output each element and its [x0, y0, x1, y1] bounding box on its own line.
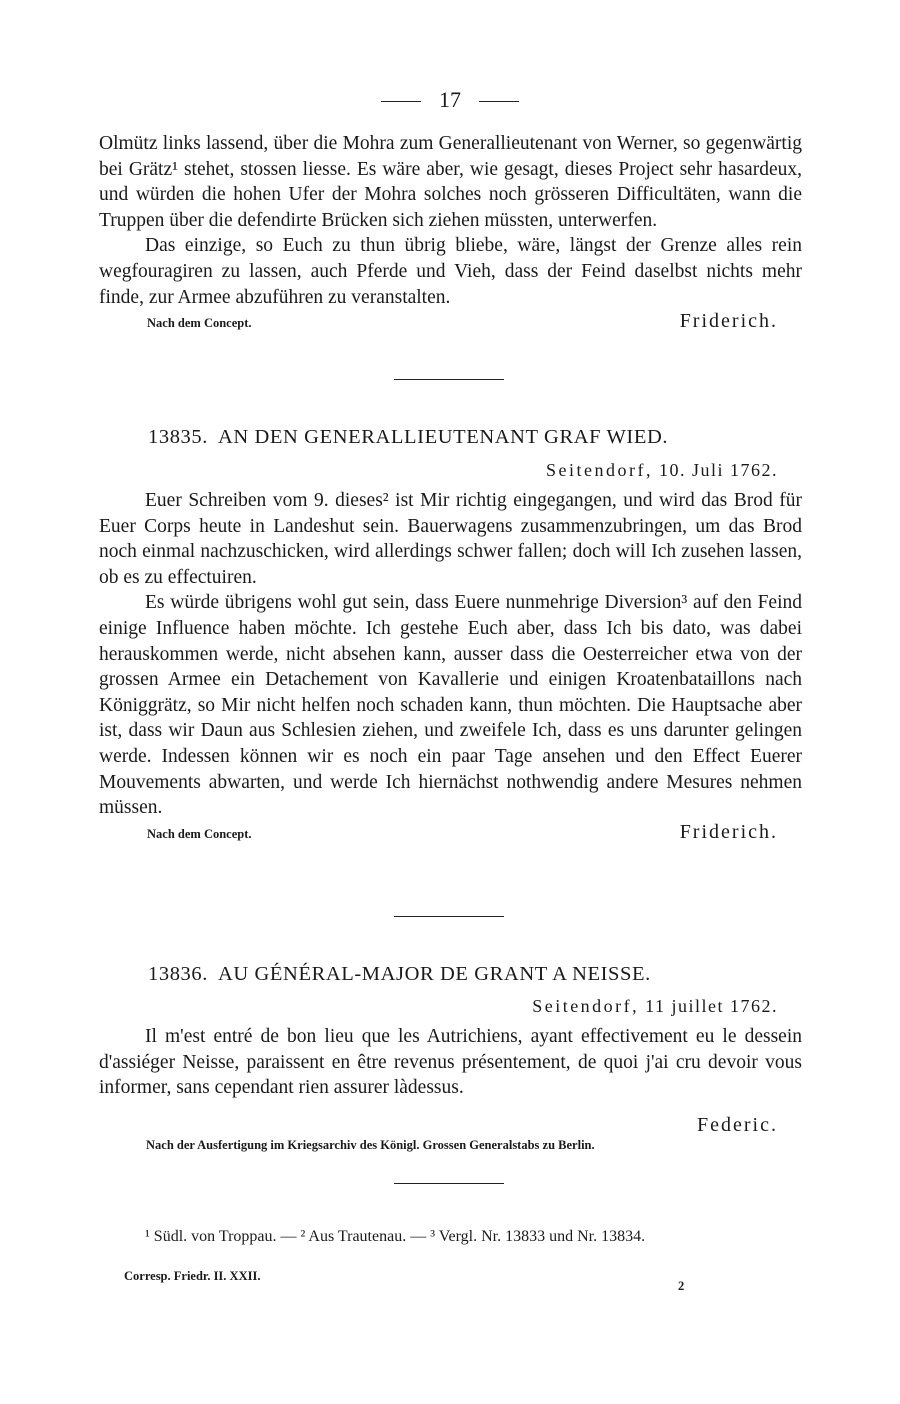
letter-13835-paragraph-1: Euer Schreiben vom 9. dieses² ist Mir richtig eingegangen, und wird das Brod für Euer Corps heute in Landeshut sein. Bauerwagens zusammenzubringen, um das Brod noch einmal nachzuschicken, wird allerdings schwer fallen; doch will Ich zusehen lassen, ob es zu effectuiren. — [99, 490, 802, 588]
letter-13836-signature: Federic. — [697, 1114, 778, 1136]
separator-rule-2 — [394, 916, 504, 917]
letter-13835-body — [99, 488, 802, 847]
letter-13836-source: Nach der Ausfertigung im Kriegsarchiv des Königl. Grossen Generalstabs zu Berlin. — [146, 1138, 595, 1152]
separator-rule-1 — [394, 379, 504, 380]
letter-prev — [99, 131, 802, 336]
separator-rule-3 — [394, 1183, 504, 1184]
letter-13836-paragraph-1: Il m'est entré de bon lieu que les Autrichiens, ayant effectivement eu le dessein d'assiéger Neisse, paraissent en être revenus présentement, de quoi j'ai cru devoir vous informer, sans cependant rien assurer làdessus. — [99, 1026, 802, 1099]
letter-13835-place: Seitendorf, — [546, 460, 653, 480]
page-header — [0, 86, 900, 114]
letter-13836-heading — [148, 963, 651, 986]
letter-13836-date: 11 juillet 1762. — [645, 996, 778, 1016]
footnotes: ¹ Südl. von Troppau. — ² Aus Trautenau. — ³ Vergl. Nr. 13833 und Nr. 13834. — [145, 1228, 646, 1245]
letter-13836-number: 13836. — [148, 963, 208, 985]
letter-13835-signature: Friderich. — [679, 820, 778, 843]
letter-13836-body — [99, 1024, 802, 1101]
letter-13835-signature-row — [99, 821, 802, 847]
letter-13836-dateline — [532, 996, 778, 1017]
letter-13835-source: Nach dem Concept. — [147, 826, 252, 841]
letter-13836-place: Seitendorf, — [532, 996, 640, 1016]
letter-prev-source: Nach dem Concept. — [147, 316, 252, 331]
letter-13835-heading — [148, 426, 668, 449]
letter-13835-dateline — [546, 460, 778, 481]
footer-sheet-number: 2 — [678, 1279, 685, 1293]
letter-13835-date: 10. Juli 1762. — [658, 460, 778, 480]
letter-13835-number: 13835. — [148, 426, 208, 448]
letter-13836-title: AU GÉNÉRAL-MAJOR DE GRANT A NEISSE. — [217, 963, 651, 985]
letter-prev-paragraph-1: Olmütz links lassend, über die Mohra zum Generallieutenant von Werner, so gegenwärtig bei Grätz¹ stehet, stossen liesse. Es wäre aber, wie gesagt, dieses Project sehr hasardeux, und würden die hohen Ufer der Mohra solches noch grösseren Difficultäten, wann die Truppen über die defendirte Brücken sich ziehen müssten, unterwerfen. — [99, 133, 802, 231]
header-dash-left — [381, 101, 421, 102]
page-number: 17 — [439, 87, 461, 112]
letter-13835-paragraph-2: Es würde übrigens wohl gut sein, dass Euere nunmehrige Diversion³ auf den Feind einige Influence haben möchte. Ich gestehe Euch aber, dass Ich bis dato, was dabei herauskommen werde, nicht absehen kann, ausser dass die Oesterreicher etwa von der grossen Armee ein Detachement von Kavallerie und einigen Kroatenbataillons nach Königgrätz, so Mir nicht helfen noch schaden kann, thun möchten. Die Hauptsache aber ist, dass wir Daun aus Schlesien ziehen, und zweifele Ich, dass es uns darunter gelingen werde. Indessen können wir es noch ein paar Tage ansehen und den Effect Euerer Mouvements abwarten, und werde Ich hiernächst nothwendig andere Mesures nehmen müssen. — [99, 592, 802, 819]
header-dash-right — [479, 101, 519, 102]
letter-prev-paragraph-2: Das einzige, so Euch zu thun übrig bliebe, wäre, längst der Grenze alles rein wegfouragiren zu lassen, auch Pferde und Vieh, dass der Feind daselbst nichts mehr finde, zur Armee abzuführen zu veranstalten. — [99, 235, 802, 308]
footer-signature-mark: Corresp. Friedr. II. XXII. — [124, 1269, 261, 1283]
letter-prev-signature: Friderich. — [679, 310, 778, 333]
letter-13835-title: AN DEN GENERALLIEUTENANT GRAF WIED. — [217, 426, 669, 448]
letter-prev-signature-row — [99, 310, 802, 336]
